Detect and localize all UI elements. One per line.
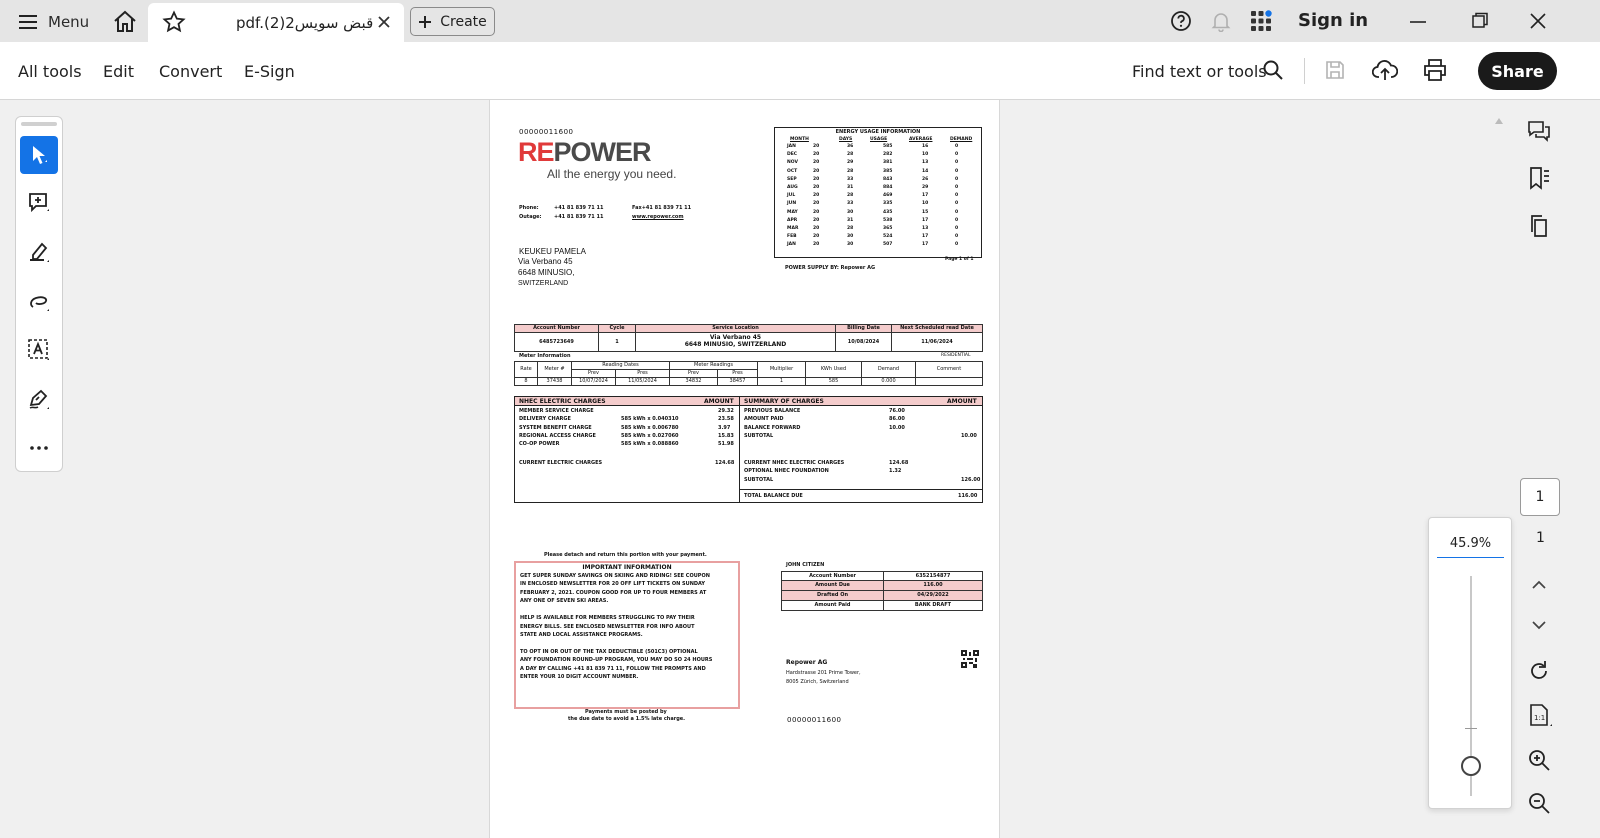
cursor-arrow-icon: [29, 144, 49, 166]
usage-cell: 381: [883, 160, 893, 166]
summary-label: BALANCE FORWARD: [744, 424, 801, 431]
usage-cell: 0: [955, 226, 959, 231]
header-cell: Next Scheduled read Date: [892, 325, 983, 333]
usage-cell: 31: [847, 217, 854, 223]
usage-cell: DEC: [787, 152, 798, 158]
usage-cell: APR: [787, 217, 798, 223]
charge-label: SYSTEM BENEFIT CHARGE: [519, 424, 592, 431]
usage-header: MONTH: [790, 137, 809, 142]
account-table: [514, 324, 983, 352]
apps-grid-icon[interactable]: [1250, 10, 1272, 32]
usage-cell: 14: [922, 168, 929, 174]
outage-number: +41 81 839 71 11: [554, 214, 604, 220]
usage-cell: 10: [922, 152, 929, 158]
header-cell: Pres: [616, 370, 670, 378]
usage-cell: 585: [883, 144, 893, 149]
plus-icon: [418, 15, 432, 29]
important-line: FEBRUARY 2, 2021. COUPON GOOD FOR UP TO FOUR MEMBERS AT: [520, 589, 707, 596]
tool-rail: [15, 116, 63, 472]
header-cell: Meter #: [538, 362, 572, 378]
total-due-label: TOTAL BALANCE DUE: [744, 493, 803, 499]
usage-header: DAYS: [839, 137, 853, 142]
stub-row: [781, 591, 983, 601]
text-recognition-tool[interactable]: [20, 331, 58, 369]
usage-cell: 26: [922, 176, 929, 182]
create-label: Create: [440, 13, 487, 30]
charge-label: MEMBER SERVICE CHARGE: [519, 408, 594, 414]
pen-sign-icon: [27, 387, 51, 411]
address-line: SWITZERLAND: [518, 280, 569, 287]
usage-cell: 507: [883, 242, 893, 248]
header-cell: Rate: [515, 362, 538, 378]
actual-size-icon[interactable]: [1526, 702, 1552, 728]
phone-label: Phone:: [519, 205, 539, 211]
charges-box: [514, 396, 983, 503]
amount-header: AMOUNT: [704, 398, 734, 405]
charge-amount: 29.32: [718, 408, 734, 414]
usage-cell: 0: [955, 201, 959, 207]
summary-amount: 126.00: [961, 476, 981, 483]
document-tab[interactable]: [148, 3, 404, 42]
e-sign-menu[interactable]: E-Sign: [244, 62, 295, 81]
current-charges-amount: 124.68: [715, 460, 735, 466]
comment-add-icon: [27, 191, 51, 215]
important-title: IMPORTANT INFORMATION: [582, 564, 672, 571]
usage-cell: 13: [922, 226, 929, 231]
charge-amount: 51.98: [718, 441, 734, 448]
summary-value: 86.00: [889, 416, 905, 423]
address-line: 6648 MINUSIO,: [518, 268, 575, 277]
usage-cell: 20: [813, 176, 820, 182]
stub-value: 6352154877: [915, 573, 951, 579]
sign-in-button[interactable]: Sign in: [1298, 10, 1369, 31]
zoom-in-icon[interactable]: [1526, 747, 1552, 773]
total-due-amount: 116.00: [958, 493, 978, 499]
usage-cell: 335: [883, 201, 893, 207]
demand: 0.000: [862, 378, 916, 386]
stub-value: BANK DRAFT: [914, 602, 952, 608]
usage-cell: JAN: [787, 144, 796, 149]
stub-label: Account Number: [809, 573, 856, 579]
charge-amount: 3.97: [718, 424, 731, 431]
usage-cell: 0: [955, 152, 959, 158]
stub-divider: [883, 591, 884, 600]
header-cell: Meter Readings: [670, 362, 758, 370]
cloud-upload-icon[interactable]: [1372, 58, 1398, 82]
important-line: ENTER YOUR 10 DIGIT ACCOUNT NUMBER.: [520, 674, 639, 680]
create-button[interactable]: [410, 7, 495, 36]
previous-page-icon[interactable]: [1526, 572, 1552, 598]
header-cell: Multiplier: [758, 362, 806, 378]
scroll-up-arrow-icon[interactable]: [1494, 116, 1504, 126]
phone-number: +41 81 839 71 11: [554, 205, 604, 211]
usage-cell: SEP: [787, 176, 797, 182]
usage-cell: 15: [922, 209, 929, 215]
important-line: A DAY BY CALLING +41 81 839 71 11, FOLLOW THE PROMPTS AND: [520, 665, 706, 672]
star-icon[interactable]: [162, 10, 186, 34]
usage-cell: 17: [922, 217, 929, 223]
total-divider: [740, 489, 982, 490]
zoom-input[interactable]: 45.9%: [1437, 536, 1504, 558]
stub-name: JOHN CITIZEN: [786, 562, 825, 568]
header-cell: Comment: [916, 362, 983, 378]
supply-by: POWER SUPPLY BY: Repower AG: [785, 265, 876, 271]
close-icon[interactable]: [376, 14, 392, 30]
stub-divider: [883, 581, 884, 590]
remit-address: Hardstrasse 201 Prime Tower,: [786, 670, 861, 676]
usage-cell: NOV: [787, 160, 798, 166]
customer-name: KEUKEU PAMELA: [519, 247, 586, 256]
charge-detail: 585 kWh x 0.006780: [621, 424, 679, 431]
usage-cell: JUN: [787, 201, 797, 207]
draw-tool[interactable]: [20, 282, 58, 320]
usage-cell: 20: [813, 226, 820, 231]
usage-cell: 0: [955, 176, 959, 182]
important-line: HELP IS AVAILABLE FOR MEMBERS STRUGGLING TO PAY THEIR: [520, 615, 695, 622]
main-toolbar: [0, 42, 1600, 100]
important-info-box: [514, 561, 740, 709]
stub-divider: [883, 572, 884, 581]
account-number: 6485723649: [515, 333, 599, 352]
header-cell: Cycle: [599, 325, 636, 333]
prev-reading: 34832: [670, 378, 718, 386]
more-tools-button[interactable]: [20, 429, 58, 467]
summary-label: CURRENT NHEC ELECTRIC CHARGES: [744, 460, 845, 466]
important-line: IN ENCLOSED NEWSLETTER FOR 20 OFF LIFT TICKETS ON SUNDAY: [520, 581, 706, 588]
meter-info-label: Meter Information: [519, 353, 571, 359]
stub-label: Amount Paid: [814, 602, 851, 608]
charge-detail: 585 kWh x 0.088860: [621, 441, 679, 448]
important-line: STATE AND LOCAL ASSISTANCE PROGRAMS.: [520, 631, 643, 638]
usage-cell: 30: [847, 234, 854, 240]
usage-cell: 0: [955, 185, 959, 190]
usage-cell: 13: [922, 160, 929, 166]
qr-code: [961, 650, 979, 668]
usage-cell: 36: [847, 144, 854, 149]
remit-name: Repower AG: [786, 659, 828, 666]
usage-cell: 469: [883, 193, 893, 199]
page-of: Page 1 of 1: [945, 257, 974, 262]
share-button[interactable]: Share: [1478, 52, 1557, 90]
current-charges-label: CURRENT ELECTRIC CHARGES: [519, 460, 603, 466]
usage-cell: 0: [955, 234, 959, 240]
current-page-input[interactable]: 1: [1520, 478, 1560, 516]
usage-header: AVERAGE: [909, 137, 933, 142]
important-line: GET SUPER SUNDAY SAVINGS ON SKIING AND RIDING! SEE COUPON: [520, 573, 710, 579]
svg-text:1:1: 1:1: [1534, 714, 1546, 722]
charge-label: REGIONAL ACCESS CHARGE: [519, 432, 596, 439]
save-icon[interactable]: [1324, 59, 1346, 81]
pres-reading: 38457: [718, 378, 758, 386]
meter-table: [514, 361, 983, 386]
kwh-used: 585: [806, 378, 862, 386]
top-account-number: 00000011600: [519, 128, 574, 136]
usage-cell: 20: [813, 193, 820, 199]
usage-cell: 20: [813, 168, 820, 174]
more-horizontal-icon: [29, 445, 49, 451]
next-read-date: 11/06/2024: [892, 333, 983, 352]
usage-header: DEMAND: [950, 137, 973, 142]
freehand-draw-icon: [27, 289, 51, 313]
fax-number: Fax+41 81 839 71 11: [632, 205, 692, 211]
summary-label: SUBTOTAL: [744, 432, 774, 439]
rail-grip[interactable]: [21, 122, 57, 126]
highlight-tool[interactable]: [20, 233, 58, 271]
website-link[interactable]: www.repower.com: [632, 214, 684, 220]
usage-cell: 524: [883, 234, 893, 240]
address-line: Via Verbano 45: [518, 257, 573, 266]
usage-cell: 20: [813, 152, 820, 158]
usage-cell: 28: [847, 226, 854, 231]
find-text-button[interactable]: Find text or tools: [1132, 62, 1267, 81]
highlighter-icon: [27, 240, 51, 264]
usage-cell: JAN: [787, 242, 796, 248]
home-icon[interactable]: [112, 9, 138, 35]
usage-cell: 28: [847, 193, 854, 199]
pdf-page[interactable]: [489, 100, 1000, 838]
pres-read-date: 11/05/2024: [616, 378, 670, 386]
usage-cell: 28: [847, 152, 854, 158]
usage-cell: 385: [883, 168, 893, 174]
usage-cell: 0: [955, 168, 959, 174]
usage-cell: JUL: [787, 193, 796, 199]
stub-label: Drafted On: [816, 592, 849, 598]
usage-cell: 29: [922, 185, 929, 190]
zoom-slider-thumb[interactable]: [1461, 756, 1481, 776]
header-cell: Prev: [670, 370, 718, 378]
zoom-out-icon[interactable]: [1526, 790, 1552, 816]
select-tool[interactable]: [20, 136, 58, 174]
text-select-icon: [27, 338, 51, 362]
important-line: ENERGY BILLS. SEE ENCLOSED NEWSLETTER FOR INFO ABOUT: [520, 623, 695, 630]
usage-cell: 0: [955, 160, 959, 166]
hamburger-icon: [18, 14, 38, 30]
tagline: All the energy you need.: [547, 167, 677, 181]
rotate-icon[interactable]: [1526, 658, 1552, 684]
charges-title: NHEC ELECTRIC CHARGES: [519, 398, 606, 405]
payment-note: the due date to avoid a 1.5% late charge.: [568, 716, 686, 722]
important-line: ANY FOUNDATION ROUND-UP PROGRAM, YOU MAY DO SO 24 HOURS: [520, 657, 713, 664]
charge-amount: 15.83: [718, 432, 734, 439]
usage-cell: 17: [922, 193, 929, 199]
stub-row: [781, 601, 983, 611]
usage-cell: 0: [955, 209, 959, 215]
usage-cell: MAY: [787, 209, 798, 215]
usage-cell: MAR: [787, 226, 799, 231]
summary-label: OPTIONAL NHEC FOUNDATION: [744, 468, 829, 475]
outage-label: Outage:: [519, 214, 542, 220]
usage-cell: 29: [847, 160, 854, 166]
charge-detail: 585 kWh x 0.027060: [621, 432, 679, 439]
usage-cell: 33: [847, 176, 854, 182]
comments-panel-icon[interactable]: [1526, 118, 1552, 144]
header-cell: Pres: [718, 370, 758, 378]
usage-cell: 20: [813, 185, 820, 190]
summary-value: 10.00: [889, 424, 905, 431]
charge-detail: 585 kWh x 0.040310: [621, 416, 679, 423]
billing-date: 10/08/2024: [836, 333, 892, 352]
charge-amount: 23.58: [718, 416, 734, 423]
usage-cell: 365: [883, 226, 893, 231]
header-cell: Reading Dates: [572, 362, 670, 370]
header-cell: Account Number: [515, 325, 599, 333]
important-line: ANY ONE OF SEVEN SKI AREAS.: [520, 597, 609, 604]
important-line: TO OPT IN OR OUT OF THE TAX DEDUCTIBLE (501C3) OPTIONAL: [520, 649, 698, 656]
edit-menu[interactable]: Edit: [103, 62, 134, 81]
usage-cell: 17: [922, 242, 929, 248]
add-comment-tool[interactable]: [20, 184, 58, 222]
header-cell: Service Location: [636, 325, 836, 333]
amount-header: AMOUNT: [947, 398, 977, 405]
usage-cell: 435: [883, 209, 893, 215]
usage-cell: 20: [813, 209, 820, 215]
toolbar-divider: [1304, 58, 1305, 84]
fill-sign-tool[interactable]: [20, 380, 58, 418]
usage-cell: 0: [955, 144, 959, 149]
usage-cell: 0: [955, 193, 959, 199]
summary-value: 124.68: [889, 460, 909, 466]
usage-cell: 538: [883, 217, 893, 223]
zoom-slider-tick: [1465, 728, 1477, 729]
usage-cell: 10: [922, 201, 929, 207]
usage-title: ENERGY USAGE INFORMATION: [835, 129, 921, 135]
summary-label: SUBTOTAL: [744, 476, 774, 483]
prev-read-date: 10/07/2024: [572, 378, 616, 386]
restore-window-icon[interactable]: [1470, 11, 1490, 31]
summary-label: AMOUNT PAID: [744, 416, 784, 423]
stub-value: 04/29/2022: [917, 592, 949, 598]
remit-address: 8005 Zürich, Switzerland: [786, 679, 849, 685]
stub-row: [781, 571, 983, 581]
energy-usage-box: [774, 127, 982, 258]
summary-amount: 10.00: [961, 432, 977, 439]
summary-value: 1.32: [889, 468, 902, 475]
usage-cell: 30: [847, 242, 854, 248]
usage-cell: 17: [922, 234, 929, 240]
usage-cell: 282: [883, 152, 893, 158]
bookmarks-panel-icon[interactable]: [1526, 165, 1552, 191]
summary-title: SUMMARY OF CHARGES: [744, 398, 824, 405]
summary-label: PREVIOUS BALANCE: [744, 408, 801, 414]
usage-cell: AUG: [787, 185, 798, 190]
print-icon[interactable]: [1422, 58, 1448, 82]
meter-number: 37438: [538, 378, 572, 386]
usage-cell: 20: [813, 201, 820, 207]
header-cell: KWh Used: [806, 362, 862, 378]
help-icon[interactable]: [1170, 10, 1192, 32]
usage-cell: 31: [847, 185, 854, 190]
usage-cell: 33: [847, 201, 854, 207]
next-page-icon[interactable]: [1526, 612, 1552, 638]
payment-note: Payments must be posted by: [585, 709, 667, 715]
minimize-icon[interactable]: [1408, 12, 1428, 32]
comment: [916, 378, 983, 386]
charges-divider: [739, 397, 740, 502]
all-tools-menu[interactable]: All tools: [18, 62, 82, 81]
stub-divider: [883, 601, 884, 610]
usage-cell: 0: [955, 242, 959, 248]
usage-cell: 0: [955, 217, 959, 223]
bell-icon[interactable]: [1210, 10, 1232, 32]
residential-label: RESIDENTIAL: [941, 353, 971, 358]
usage-cell: OCT: [787, 168, 798, 174]
header-cell: Billing Date: [836, 325, 892, 333]
menu-button[interactable]: [18, 9, 89, 35]
usage-cell: 843: [883, 176, 893, 182]
stub-value: 116.00: [923, 582, 943, 588]
usage-header: USAGE: [870, 137, 888, 142]
convert-menu[interactable]: Convert: [159, 62, 223, 81]
search-icon[interactable]: [1262, 59, 1284, 81]
service-location: Via Verbano 45 6648 MINUSIO, SWITZERLAND: [636, 333, 836, 352]
usage-cell: 16: [922, 144, 929, 149]
detach-note: Please detach and return this portion with your payment.: [544, 552, 707, 558]
usage-cell: 884: [883, 185, 893, 190]
meter-rate: 8: [515, 378, 538, 386]
stub-label: Amount Due: [815, 582, 850, 588]
summary-value: 76.00: [889, 408, 905, 414]
stub-row: [781, 581, 983, 591]
total-pages: 1: [1536, 530, 1545, 546]
usage-cell: 20: [813, 160, 820, 166]
charge-label: DELIVERY CHARGE: [519, 416, 571, 423]
bottom-account-number: 00000011600: [787, 716, 842, 724]
usage-cell: FEB: [787, 234, 797, 240]
usage-cell: 30: [847, 209, 854, 215]
usage-cell: 28: [847, 168, 854, 174]
usage-cell: 20: [813, 144, 820, 149]
usage-cell: 20: [813, 234, 820, 240]
usage-cell: 20: [813, 242, 820, 248]
tab-label: pdf.(2)قبض سويس2: [236, 14, 374, 32]
close-window-icon[interactable]: [1528, 11, 1548, 31]
cycle: 1: [599, 333, 636, 352]
menu-label: Menu: [48, 13, 90, 31]
zoom-popover: [1428, 517, 1512, 809]
pages-panel-icon[interactable]: [1526, 213, 1552, 239]
charge-label: CO-OP POWER: [519, 441, 560, 448]
usage-cell: 20: [813, 217, 820, 223]
header-cell: Prev: [572, 370, 616, 378]
title-bar: [0, 0, 1600, 42]
multiplier: 1: [758, 378, 806, 386]
header-cell: Demand: [862, 362, 916, 378]
repower-logo: REPOWER: [518, 137, 651, 167]
